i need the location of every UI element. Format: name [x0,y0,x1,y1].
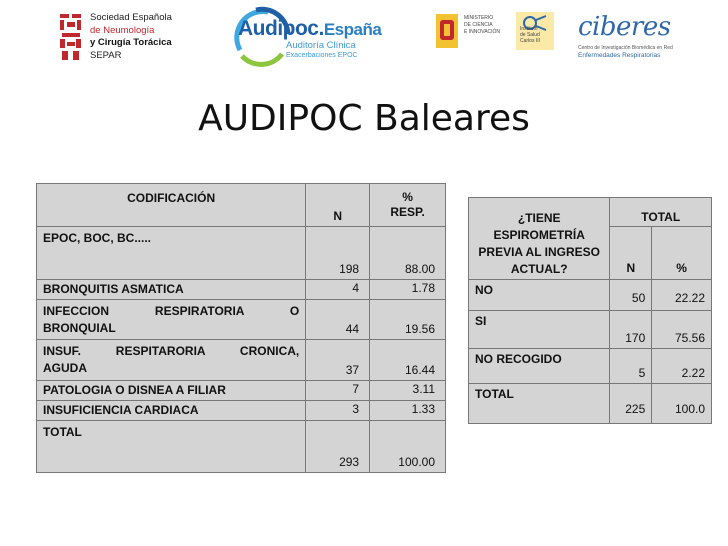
row-pct: 19.56 [370,300,446,340]
row-pct: 3.11 [370,381,446,401]
row-label-line-1: INFECCION RESPIRATORIA O [43,304,300,318]
row-n: 44 [306,300,370,340]
espirometria-table [468,197,712,424]
row-pct: 88.00 [370,227,446,280]
row-label: PATOLOGIA O DISNEA A FILIAR [37,381,306,401]
header-question-line-4: ACTUAL? [510,262,568,276]
ministerio-text [464,15,500,36]
ciberes-logo-name: ciberes [578,12,671,42]
table-row [37,340,446,381]
row-pct: 22.22 [652,280,712,311]
row-n: 293 [306,421,370,473]
separ-line-2: de Neumología [90,24,155,36]
separ-line-1: Sociedad Española [90,12,172,23]
row-pct: 1.33 [370,401,446,421]
row-n: 170 [610,311,652,349]
header-question-line-3: PREVIA AL INGRESO [478,245,600,259]
separ-line-4: SEPAR [90,49,122,61]
separ-line-3: y Cirugía Torácica [90,37,172,48]
row-n: 50 [610,280,652,311]
table-header-row [37,184,446,227]
row-label: TOTAL [469,384,610,424]
table-header-row [469,198,712,227]
table-row-total [469,384,712,424]
header-pct [370,184,446,227]
table-row [37,381,446,401]
table-row [469,280,712,311]
header-pct: % [652,227,712,280]
row-label: NO [469,280,610,311]
table-row [37,401,446,421]
header-codificacion: CODIFICACIÓN [37,184,306,227]
header-pct-line-1: % [402,190,413,204]
isciii-line-2: de Salud [520,32,540,38]
ministerio-line-3: E INNOVACIÓN [464,29,501,35]
table-row [469,349,712,384]
row-label-line-1: INSUF. RESPITARORIA CRONICA, [43,344,300,358]
codificacion-table [36,183,446,473]
ciberes-subtitle-2: Enfermedades Respiratorias [578,52,661,59]
row-label [37,300,306,340]
header-pct-line-2: RESP. [390,205,425,219]
ministerio-line-2: DE CIENCIA [464,22,493,28]
row-pct: 16.44 [370,340,446,381]
audipoc-logo-name: Audipoc.España [238,17,382,40]
row-n: 4 [306,280,370,300]
row-label-line-2: BRONQUIAL [43,321,116,335]
separ-logo-text [90,12,172,62]
row-pct: 75.56 [652,311,712,349]
row-n: 7 [306,381,370,401]
row-n: 198 [306,227,370,280]
row-label: EPOC, BOC, BC..... [37,227,306,280]
row-label: NO RECOGIDO [469,349,610,384]
logo-bar [0,0,728,70]
header-question [469,198,610,280]
row-label [37,340,306,381]
row-pct: 1.78 [370,280,446,300]
row-pct: 2.22 [652,349,712,384]
table-row-total [37,421,446,473]
isciii-text [520,26,540,44]
spain-coat-of-arms-icon [436,14,458,48]
ministerio-line-1: MINISTERIO [464,15,494,21]
table-row [37,227,446,280]
header-total: TOTAL [610,198,712,227]
page-title: AUDIPOC Baleares [198,98,530,139]
row-n: 5 [610,349,652,384]
ciberes-subtitle: Centro de Investigación Biomédica en Red [578,45,673,51]
table-row [469,311,712,349]
header-question-line-1: ¿TIENE [517,211,561,225]
row-n: 37 [306,340,370,381]
row-label-line-2: AGUDA [43,361,87,375]
row-label: BRONQUITIS ASMATICA [37,280,306,300]
header-n: N [610,227,652,280]
audipoc-subtitle-2: Exacerbaciones EPOC [286,52,358,59]
table-row [37,300,446,340]
row-pct: 100.00 [370,421,446,473]
table-row [37,280,446,300]
header-question-line-2: ESPIROMETRÍA [493,228,585,242]
audipoc-subtitle: Auditoría Clínica [286,40,356,51]
isciii-line-3: Carlos III [520,38,541,44]
row-label: TOTAL [37,421,306,473]
row-label: SI [469,311,610,349]
isciii-line-1: Instituto [520,26,538,32]
row-pct: 100.0 [652,384,712,424]
header-n: N [306,184,370,227]
row-n: 3 [306,401,370,421]
row-label: INSUFICIENCIA CARDIACA [37,401,306,421]
separ-logo-icon [58,12,84,62]
row-n: 225 [610,384,652,424]
